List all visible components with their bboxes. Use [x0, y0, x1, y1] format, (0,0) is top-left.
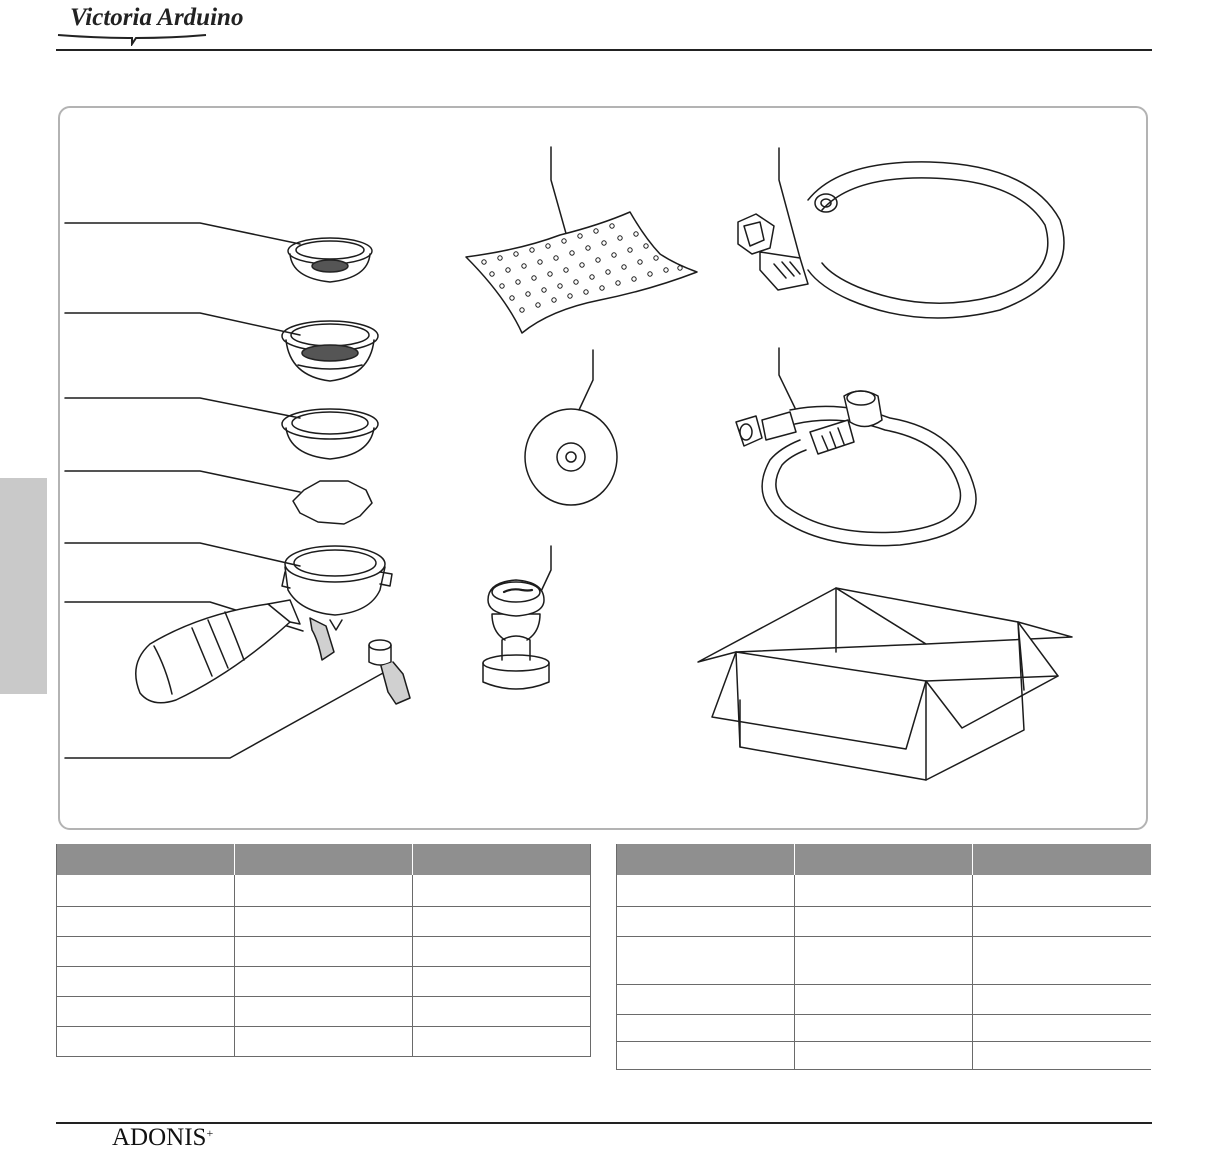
- table-cell: [617, 1014, 795, 1041]
- table-cell: [795, 1041, 973, 1069]
- drain-hose: [738, 162, 1064, 318]
- table-header-row: [57, 844, 591, 875]
- table-cell: [617, 1041, 795, 1069]
- spring-ring: [293, 481, 372, 524]
- table-cell: [57, 906, 235, 936]
- brand-logo: [56, 4, 244, 48]
- table-cell: [235, 966, 413, 996]
- table-cell: [973, 936, 1151, 984]
- single-spout: [369, 640, 410, 704]
- accessories-illustration: [58, 106, 1148, 830]
- table-row: [57, 875, 591, 906]
- perforated-mat: [466, 212, 697, 333]
- model-name: [112, 1124, 213, 1152]
- table-cell: [973, 906, 1151, 936]
- table-cell: [973, 984, 1151, 1014]
- cleaning-disc: [525, 409, 617, 505]
- table-cell: [235, 996, 413, 1026]
- table-header-cell: [795, 844, 973, 875]
- table-cell: [617, 936, 795, 984]
- table-header-cell: [617, 844, 795, 875]
- table-header-cell: [413, 844, 591, 875]
- table-row: [617, 984, 1151, 1014]
- table-cell: [235, 1026, 413, 1056]
- table-row: [57, 1026, 591, 1056]
- table-cell: [57, 936, 235, 966]
- table-cell: [57, 996, 235, 1026]
- parts-table-left: [56, 844, 591, 1057]
- table-cell: [57, 966, 235, 996]
- supply-hose: [736, 391, 976, 546]
- double-filter-basket: [282, 321, 378, 381]
- packaging-box: [698, 588, 1072, 780]
- table-cell: [413, 875, 591, 906]
- table-cell: [413, 906, 591, 936]
- table-header-cell: [235, 844, 413, 875]
- table-cell: [413, 936, 591, 966]
- table-row: [617, 875, 1151, 906]
- table-cell: [795, 936, 973, 984]
- model-mark: +: [206, 1126, 214, 1140]
- table-cell: [413, 966, 591, 996]
- logo-swoosh: [56, 32, 208, 46]
- table-cell: [57, 875, 235, 906]
- table-row: [617, 1041, 1151, 1069]
- table-header-cell: [57, 844, 235, 875]
- brand-name: Victoria Arduino: [70, 4, 244, 31]
- accessories-figure: [58, 106, 1148, 830]
- model-name-text: ADONIS: [112, 1124, 207, 1151]
- table-row: [617, 906, 1151, 936]
- table-cell: [795, 1014, 973, 1041]
- table-cell: [795, 875, 973, 906]
- header-rule: [56, 49, 1152, 51]
- table-cell: [617, 875, 795, 906]
- table-row: [57, 906, 591, 936]
- table-cell: [413, 1026, 591, 1056]
- table-cell: [235, 906, 413, 936]
- footer-rule: [56, 1122, 1152, 1124]
- table-cell: [235, 936, 413, 966]
- table-header-cell: [973, 844, 1151, 875]
- table-header-row: [617, 844, 1151, 875]
- table-row: [57, 996, 591, 1026]
- table-row: [617, 936, 1151, 984]
- table-cell: [617, 906, 795, 936]
- table-row: [617, 1014, 1151, 1041]
- table-cell: [617, 984, 795, 1014]
- table-cell: [57, 1026, 235, 1056]
- table-cell: [235, 875, 413, 906]
- chapter-tab: [0, 478, 47, 694]
- tamper: [483, 580, 549, 689]
- single-filter-basket: [288, 238, 372, 282]
- table-cell: [973, 875, 1151, 906]
- portafilter: [136, 546, 392, 703]
- table-cell: [973, 1014, 1151, 1041]
- table-cell: [795, 906, 973, 936]
- table-cell: [413, 996, 591, 1026]
- table-row: [57, 966, 591, 996]
- table-cell: [795, 984, 973, 1014]
- table-row: [57, 936, 591, 966]
- parts-table-right: [616, 844, 1151, 1070]
- blind-filter: [282, 409, 378, 459]
- table-cell: [973, 1041, 1151, 1069]
